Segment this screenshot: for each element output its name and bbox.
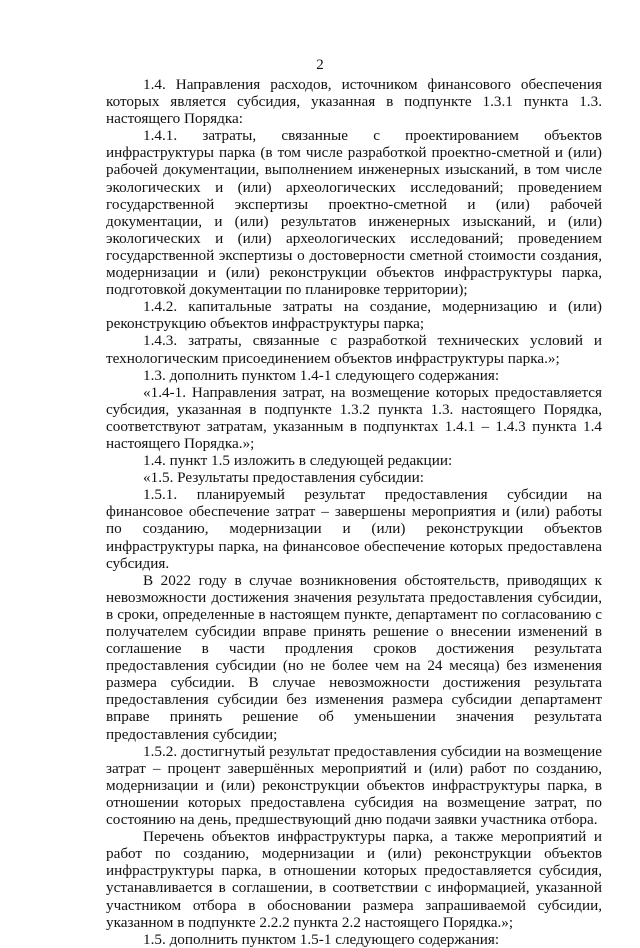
paragraph: 1.4.3. затраты, связанные с разработкой технических условий и технологическим присоединением объектов инфраструктуры парка.»;	[106, 332, 602, 367]
paragraph: 1.5. дополнить пунктом 1.5-1 следующего содержания:	[143, 930, 500, 948]
document-body	[106, 76, 602, 948]
paragraph: «1.4-1. Направления затрат, на возмещение которых предоставляется субсидия, указанная в подпункте 1.3.2 пункта 1.3. настоящего Порядка, соответствуют затратам, указанным в подпунктах 1.4.1 – 1.4.3 пункта 1.4 настоящего Порядка.»;	[106, 383, 602, 452]
paragraph: 1.4. пункт 1.5 изложить в следующей редакции:	[143, 452, 453, 470]
paragraph: 1.5.1. планируемый результат предоставления субсидии на финансовое обеспечение затрат – завершены мероприятия и (или) работы по созданию, модернизации и (или) реконструкции объектов инфраструктуры парка, на финансовое обеспечение которых предоставлена субсидия.	[106, 486, 602, 572]
paragraph: 1.4. Направления расходов, источником финансового обеспечения которых является субсидия, указанная в подпункте 1.3.1 пункта 1.3. настоящего Порядка:	[106, 76, 602, 128]
paragraph: 1.4.2. капитальные затраты на создание, модернизацию и (или) реконструкцию объектов инфраструктуры парка;	[106, 298, 602, 333]
page-number: 2	[316, 57, 324, 73]
paragraph: 1.3. дополнить пунктом 1.4-1 следующего содержания:	[143, 366, 500, 384]
paragraph: 1.4.1. затраты, связанные с проектированием объектов инфраструктуры парка (в том числе разработкой проектно-сметной и (или) рабочей документации, выполнением инженерных изысканий, в том числе экологических и (или) археологических исследований; проведением государственной экспертизы проектно-сметной и (или) рабочей документации, и (или) результатов инженерных изысканий, и (или) экологических и (или) археологических исследований; проведением государственной экспертизы о достоверности сметной стоимости создания, модернизации и (или) реконструкции объектов инфраструктуры парка, подготовкой документации по планировке территории);	[106, 127, 602, 299]
paragraph: В 2022 году в случае возникновения обстоятельств, приводящих к невозможности достижения значения результата предоставления субсидии, в сроки, определенные в настоящем пункте, департамент по согласованию с получателем субсидии вправе принять решение о внесении изменений в соглашение в части продления сроков достижения результата предоставления субсидии (но не более чем на 24 месяца) без изменения размера субсидии. В случае невозможности достижения результата предоставления субсидии без изменения размера субсидии департамент вправе принять решение об уменьшении значения результата предоставления субсидии;	[106, 571, 602, 743]
paragraph: Перечень объектов инфраструктуры парка, а также мероприятий и работ по созданию, модернизации и (или) реконструкции объектов инфраструктуры парка, в отношении которых предоставляется субсидия, устанавливается в соглашении, в соответствии с информацией, указанной участником отбора в обосновании размера запрашиваемой субсидии, указанном в подпункте 2.2.2 пункта 2.2 настоящего Порядка.»;	[106, 828, 602, 931]
paragraph: «1.5. Результаты предоставления субсидии:	[143, 469, 425, 487]
paragraph: 1.5.2. достигнутый результат предоставления субсидии на возмещение затрат – процент завершённых мероприятий и (или) работ по созданию, модернизации и (или) реконструкции объектов инфраструктуры парка, в отношении которых предоставлена субсидия на возмещение затрат, по состоянию на день, предшествующий дню подачи заявки участника отбора.	[106, 742, 602, 829]
